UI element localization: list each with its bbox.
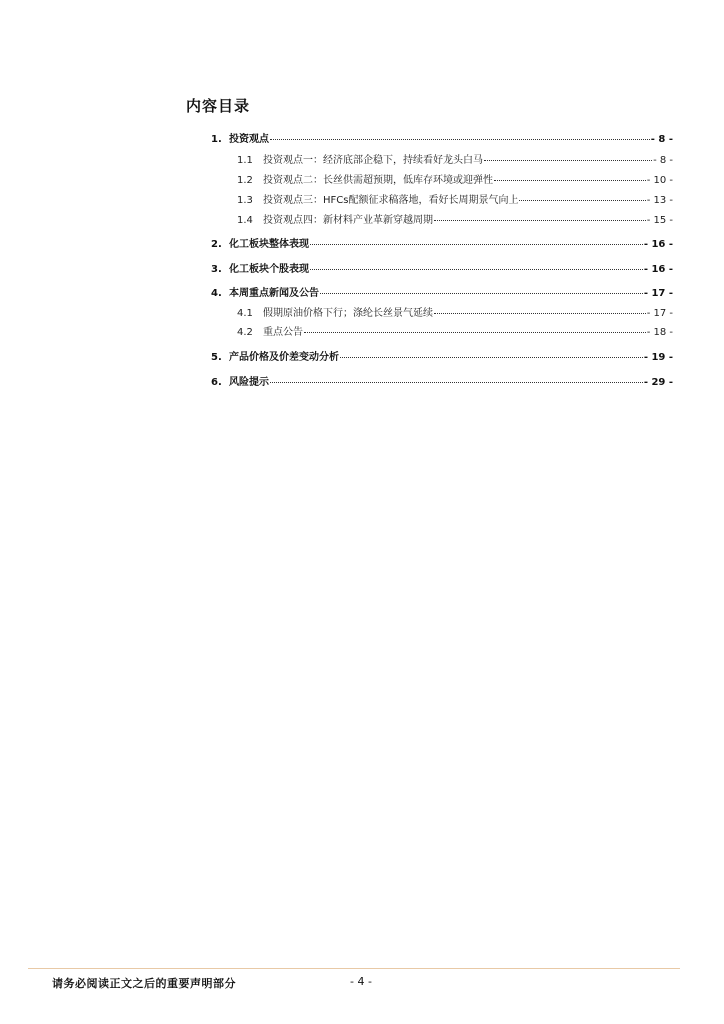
footer-disclaimer: 请务必阅读正文之后的重要声明部分	[52, 977, 236, 990]
toc-entry-2[interactable]	[211, 236, 673, 250]
toc-entry-text: 投资观点四：新材料产业革新穿越周期	[263, 215, 433, 226]
toc-entry-1-4[interactable]	[237, 212, 673, 226]
toc-entry-text: 投资观点三：HFCs配额征求稿落地，看好长周期景气向上	[263, 195, 519, 206]
toc-entry-4-1[interactable]	[237, 305, 673, 319]
toc-entry-number: 3.	[211, 264, 222, 275]
page-number: - 4 -	[350, 975, 372, 988]
toc-entry-page: - 8 -	[653, 155, 673, 166]
toc-entry-number: 1.1	[237, 155, 253, 166]
toc-leader-dots	[434, 210, 646, 221]
toc-entry-text: 假期原油价格下行；涤纶长丝景气延续	[263, 308, 433, 319]
toc-entry-page: - 8 -	[650, 134, 673, 145]
toc-entry-number: 1.3	[237, 195, 253, 206]
toc-leader-dots	[494, 170, 646, 181]
toc-leader-dots	[484, 150, 652, 161]
toc-leader-dots	[270, 372, 643, 383]
toc-entry-text: 化工板块整体表现	[229, 239, 309, 250]
toc-entry-text: 本周重点新闻及公告	[229, 288, 319, 299]
toc-entry-number: 4.	[211, 288, 222, 299]
toc-leader-dots	[310, 259, 643, 270]
toc-entry-text: 产品价格及价差变动分析	[229, 352, 339, 363]
toc-entry-number: 5.	[211, 352, 222, 363]
toc-entry-text: 风险提示	[229, 377, 269, 388]
toc-entry-4[interactable]	[211, 285, 673, 299]
toc-entry-number: 6.	[211, 377, 222, 388]
toc-entry-page: - 16 -	[643, 264, 673, 275]
toc-entry-1[interactable]	[211, 131, 673, 145]
toc-entry-5[interactable]	[211, 349, 673, 363]
toc-entry-page: - 19 -	[643, 352, 673, 363]
footer-divider	[28, 968, 680, 969]
toc-entry-text: 投资观点一：经济底部企稳下，持续看好龙头白马	[263, 155, 483, 166]
toc-leader-dots	[270, 129, 650, 140]
toc-leader-dots	[310, 234, 643, 245]
toc-entry-number: 4.1	[237, 308, 253, 319]
toc-entry-page: - 16 -	[643, 239, 673, 250]
toc-leader-dots	[519, 190, 645, 201]
toc-entry-6[interactable]	[211, 374, 673, 388]
toc-entry-1-1[interactable]	[237, 152, 673, 166]
toc-entry-number: 1.	[211, 134, 222, 145]
toc-entry-number: 1.4	[237, 215, 253, 226]
toc-entry-page: - 10 -	[646, 175, 673, 186]
toc-entry-number: 2.	[211, 239, 222, 250]
toc-entry-page: - 17 -	[643, 288, 673, 299]
toc-entry-page: - 15 -	[646, 215, 673, 226]
toc-entry-text: 化工板块个股表现	[229, 264, 309, 275]
toc-entry-text: 重点公告	[263, 327, 303, 338]
toc-title: 内容目录	[186, 97, 251, 115]
toc-entry-page: - 18 -	[646, 327, 673, 338]
toc-entry-text: 投资观点	[229, 134, 269, 145]
toc-entry-number: 4.2	[237, 327, 253, 338]
toc-entry-page: - 29 -	[643, 377, 673, 388]
toc-entry-number: 1.2	[237, 175, 253, 186]
toc-leader-dots	[304, 322, 646, 333]
toc-entry-1-2[interactable]	[237, 172, 673, 186]
toc-entry-text: 投资观点二：长丝供需超预期，低库存环境或迎弹性	[263, 175, 493, 186]
toc-entry-4-2[interactable]	[237, 324, 673, 338]
toc-entry-page: - 17 -	[646, 308, 673, 319]
toc-leader-dots	[340, 347, 643, 358]
toc-leader-dots	[434, 303, 646, 314]
toc-leader-dots	[320, 283, 643, 294]
toc-entry-3[interactable]	[211, 261, 673, 275]
toc-entry-1-3[interactable]	[237, 192, 673, 206]
toc-entry-page: - 13 -	[646, 195, 673, 206]
